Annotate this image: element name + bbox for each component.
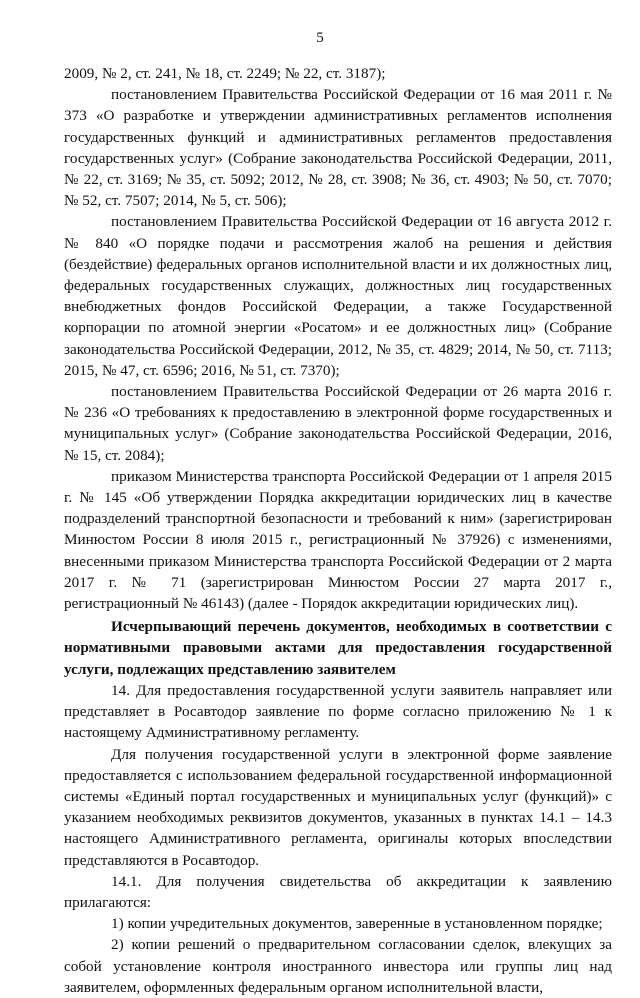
paragraph: 14.1. Для получения свидетельства об аккредитации к заявлению прилагаются:	[64, 872, 612, 911]
paragraph: 14. Для предоставления государственной услуги заявитель направляет или представляет в Росавтодор заявление по форме согласно приложению № 1 к настоящему Административному регламенту.	[64, 681, 612, 742]
paragraph: Для получения государственной услуги в электронной форме заявление предоставляется с использованием федеральной государственной информационной системы «Единый портал государственных и муниципальных услуг (функций)» с указанием необходимых реквизитов документов, указанных в пунктах 14.1 – 14.3 настоящего Административного регламента, оригиналы которых впоследствии представляются в Росавтодор.	[64, 745, 612, 869]
document-body	[64, 63, 612, 998]
paragraph: постановлением Правительства Российской Федерации от 16 августа 2012 г. № 840 «О порядке подачи и рассмотрения жалоб на решения и действия (бездействие) федеральных органов исполнительной власти и их должностных лиц, федеральных государственных служащих, должностных лиц государственных внебюджетных фондов Российской Федерации, а также Государственной корпорации по атомной энергии «Росатом» и ее должностных лиц» (Собрание законодательства Российской Федерации, 2012, № 35, ст. 4829; 2014, № 50, ст. 7113; 2015, № 47, ст. 6596; 2016, № 51, ст. 7370);	[64, 213, 612, 379]
paragraph: постановлением Правительства Российской Федерации от 26 марта 2016 г. № 236 «О требованиях к предоставлению в электронной форме государственных и муниципальных услуг» (Собрание законодательства Российской Федерации, 2016, № 15, ст. 2084);	[64, 383, 612, 464]
page-number: 5	[316, 30, 324, 46]
list-item: 1) копии учредительных документов, заверенные в установленном порядке;	[111, 915, 603, 933]
paragraph: постановлением Правительства Российской Федерации от 16 мая 2011 г. № 373 «О разработке и утверждении административных регламентов исполнения государственных функций и административных регламентов предоставления государственных услуг» (Собрание законодательства Российской Федерации, 2011, № 22, ст. 3169; № 35, ст. 5092; 2012, № 28, ст. 3908; № 36, ст. 4903; № 50, ст. 7070; № 52, ст. 7507; 2014, № 5, ст. 506);	[64, 86, 612, 210]
section-heading: Исчерпывающий перечень документов, необходимых в соответствии с нормативными правовыми актами для предоставления государственной услуги, подлежащих представлению заявителем	[64, 618, 612, 678]
paragraph: приказом Министерства транспорта Российской Федерации от 1 апреля 2015 г. № 145 «Об утверждении Порядка аккредитации юридических лиц в качестве подразделений транспортной безопасности и требований к ним» (зарегистрирован Минюстом России 8 июля 2015 г., регистрационный № 37926) с изменениями, внесенными приказом Министерства транспорта Российской Федерации от 2 марта 2017 г. № 71 (зарегистрирован Минюстом России 27 марта 2017 г., регистрационный № 46143) (далее - Порядок аккредитации юридических лиц).	[64, 467, 612, 613]
paragraph: 2009, № 2, ст. 241, № 18, ст. 2249; № 22, ст. 3187);	[64, 65, 386, 82]
list-item: 2) копии решений о предварительном согласовании сделок, влекущих за собой установление контроля иностранного инвестора или группы лиц над заявителем, оформленных федеральным органом исполнительной власти,	[64, 936, 612, 996]
